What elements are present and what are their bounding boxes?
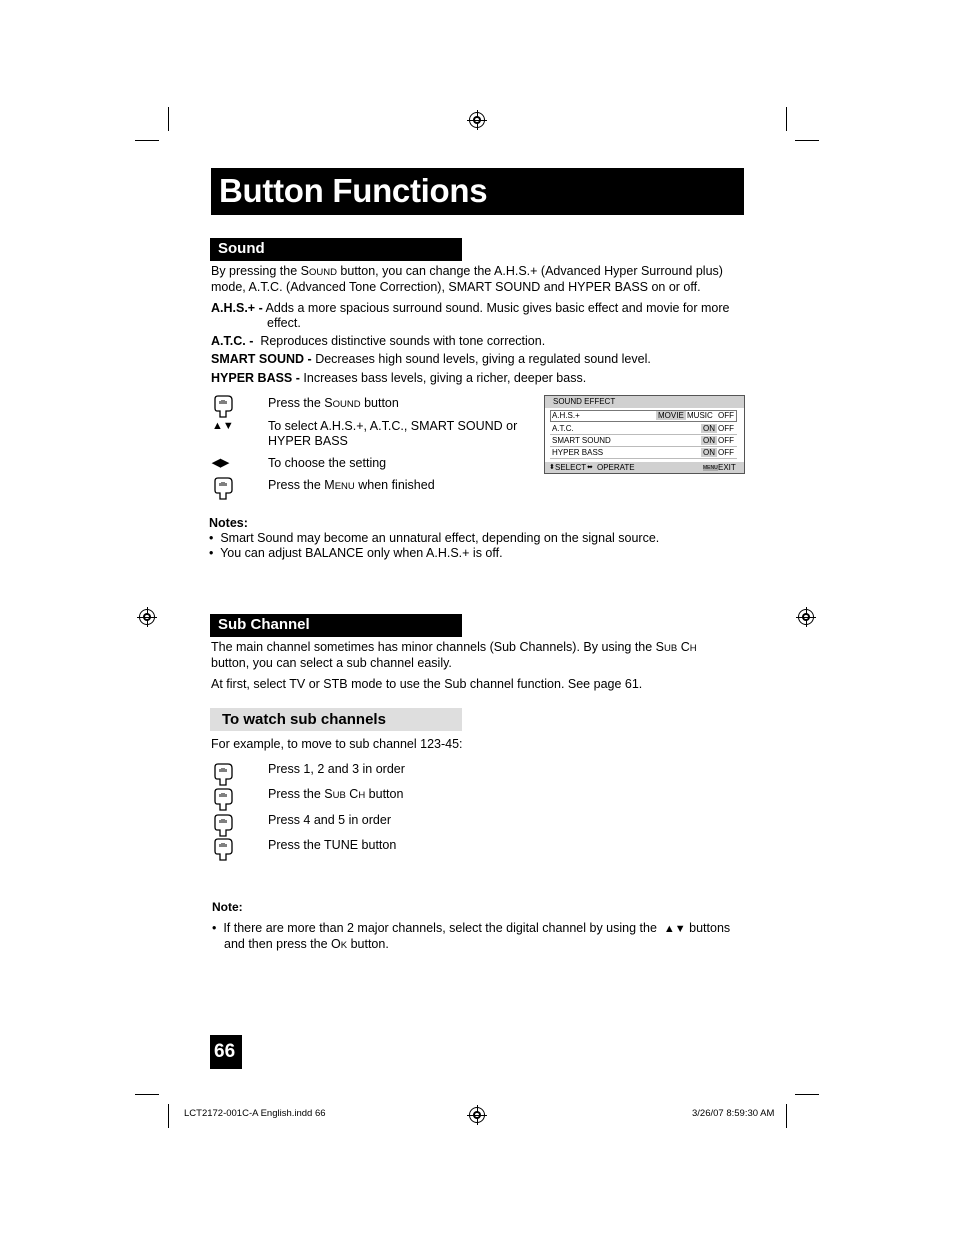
sub-channel-note: • If there are more than 2 major channels, select the digital channel by using the ▲▼ buttons and then press the OK button. [212,921,731,951]
sound-step-4: Press the MENU when finished [268,478,435,492]
registration-mark-icon [798,609,814,625]
note-item: • You can adjust BALANCE only when A.H.S.+ is off. [209,546,503,560]
sub-channel-step-1: Press 1, 2 and 3 in order [268,762,405,776]
sound-step-2: To select A.H.S.+, A.T.C., SMART SOUND or HYPER BASS [268,419,518,448]
sound-step-3: To choose the setting [268,456,387,470]
sub-channel-step-3: Press 4 and 5 in order [268,813,391,827]
crop-mark [135,140,159,141]
up-down-arrows-icon: ▲▼ [212,420,234,432]
sound-heading-label: Sound [218,240,265,257]
watch-sub-channels-label: To watch sub channels [222,711,386,728]
remote-press-icon [212,477,234,501]
osd-row-ahs: A.H.S.+ MOVIE MUSIC OFF [550,410,737,422]
osd-row-smart-sound: SMART SOUND ON OFF [550,435,737,447]
crop-mark [795,1094,819,1095]
note-item: • Smart Sound may become an unnatural effect, depending on the signal source. [209,531,660,545]
osd-title-bar: SOUND EFFECT [545,396,744,408]
left-right-arrows-icon: ◀▶ [212,457,229,469]
sound-intro: By pressing the SOUND button, you can change the A.H.S.+ (Advanced Hyper Surround plus) mode, A.T.C. (Advanced Tone Correction), SMART SOUND and HYPER BASS on or off. [211,264,723,294]
left-right-arrow-icon: ⬌ [587,464,593,471]
ahs-definition-cont: effect. [267,316,301,330]
osd-footer: ⬍ SELECT ⬌ OPERATE MENU EXIT [545,462,744,473]
sound-effect-menu-screenshot [544,395,745,474]
crop-mark [786,107,787,131]
sub-channel-mode-note: At first, select TV or STB mode to use the Sub channel function. See page 61. [211,677,643,691]
page-number: 66 [214,1041,236,1062]
footer-timestamp: 3/26/07 8:59:30 AM [692,1108,775,1119]
remote-press-icon [212,788,234,812]
up-down-arrows-icon: ▲▼ [663,923,686,935]
page-title-bar [211,168,744,215]
sound-section-heading [210,238,462,261]
page-number-box [210,1035,242,1069]
crop-mark [135,1094,159,1095]
registration-mark-icon [469,112,485,128]
osd-row-hyper-bass: HYPER BASS ON OFF [550,447,737,459]
sub-channel-step-2: Press the SUB CH button [268,787,404,801]
crop-mark [786,1104,787,1128]
registration-mark-icon [139,609,155,625]
crop-mark [795,140,819,141]
hyper-bass-definition: HYPER BASS - Increases bass levels, giving a richer, deeper bass. [211,371,587,385]
osd-row-atc: A.T.C. ON OFF [550,423,737,435]
watch-sub-channels-heading [210,708,462,731]
registration-mark-icon [469,1107,485,1123]
atc-definition: A.T.C. - Reproduces distinctive sounds with tone correction. [211,334,546,348]
sub-channel-section-heading [210,614,462,637]
remote-press-icon [212,814,234,838]
crop-mark [168,1104,169,1128]
ahs-definition: A.H.S.+ - Adds a more spacious surround sound. Music gives basic effect and movie for more [211,301,730,315]
sub-channel-intro: The main channel sometimes has minor channels (Sub Channels). By using the SUB CH button, you can select a sub channel easily. [211,640,697,670]
page-title: Button Functions [219,172,488,209]
smart-sound-definition: SMART SOUND - Decreases high sound levels, giving a regulated sound level. [211,352,651,366]
footer-file-info: LCT2172-001C-A English.indd 66 [184,1108,326,1119]
notes-heading: Notes: [209,516,248,530]
remote-press-icon [212,395,234,419]
crop-mark [168,107,169,131]
sub-channel-step-4: Press the TUNE button [268,838,397,852]
sub-channel-heading-label: Sub Channel [218,616,310,633]
remote-press-icon [212,838,234,862]
sound-step-1: Press the SOUND button [268,396,399,410]
up-down-arrow-icon: ⬍ [549,464,555,471]
remote-press-icon [212,763,234,787]
sub-channel-example: For example, to move to sub channel 123-45: [211,737,463,751]
note-heading: Note: [212,900,243,914]
